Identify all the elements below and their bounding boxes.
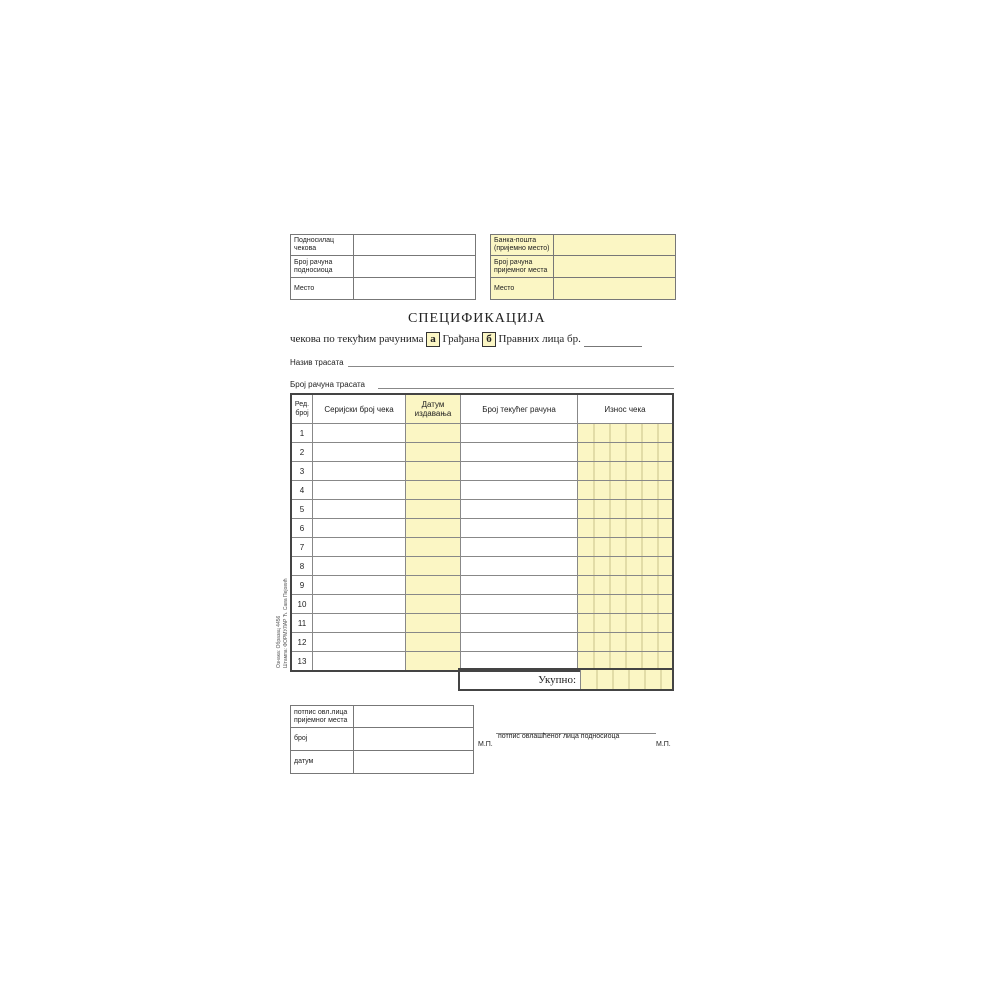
account-cell[interactable] bbox=[461, 500, 578, 519]
date-cell[interactable] bbox=[406, 557, 461, 576]
account-cell[interactable] bbox=[461, 519, 578, 538]
header-serial: Серијски број чека bbox=[313, 394, 406, 424]
serial-cell[interactable] bbox=[313, 519, 406, 538]
option-a-checkbox[interactable]: а bbox=[426, 332, 440, 347]
row-number: 9 bbox=[291, 576, 313, 595]
date-cell[interactable] bbox=[406, 652, 461, 672]
header-amount: Износ чека bbox=[578, 394, 674, 424]
option-b-checkbox[interactable]: б bbox=[482, 332, 496, 347]
account-cell[interactable] bbox=[461, 538, 578, 557]
row-number: 13 bbox=[291, 652, 313, 672]
receipt-date-field[interactable] bbox=[354, 751, 474, 774]
date-cell[interactable] bbox=[406, 443, 461, 462]
amount-cell[interactable] bbox=[578, 481, 674, 500]
row-number: 12 bbox=[291, 633, 313, 652]
header-row-no: Ред. број bbox=[291, 394, 313, 424]
total-amount-cell[interactable] bbox=[581, 669, 674, 690]
account-cell[interactable] bbox=[461, 481, 578, 500]
signature-caption: потпис овлашћеног лица подносиоца bbox=[498, 733, 620, 740]
date-cell[interactable] bbox=[406, 424, 461, 443]
table-row bbox=[291, 519, 673, 538]
amount-cell[interactable] bbox=[578, 519, 674, 538]
account-cell[interactable] bbox=[461, 595, 578, 614]
table-row bbox=[291, 614, 673, 633]
row-number: 10 bbox=[291, 595, 313, 614]
table-row bbox=[291, 424, 673, 443]
serial-cell[interactable] bbox=[313, 614, 406, 633]
receipt-box bbox=[290, 705, 474, 774]
table-row bbox=[291, 500, 673, 519]
bank-account-label: Број рачуна пријемног места bbox=[491, 256, 554, 278]
date-cell[interactable] bbox=[406, 595, 461, 614]
payee-account-label: Број рачуна трасата bbox=[290, 380, 365, 389]
header-date: Датум издавања bbox=[406, 394, 461, 424]
serial-cell[interactable] bbox=[313, 576, 406, 595]
date-cell[interactable] bbox=[406, 462, 461, 481]
table-row bbox=[291, 538, 673, 557]
page-title: СПЕЦИФИКАЦИЈА bbox=[408, 311, 546, 326]
header-account: Број текућег рачуна bbox=[461, 394, 578, 424]
table-row bbox=[291, 557, 673, 576]
date-cell[interactable] bbox=[406, 576, 461, 595]
account-cell[interactable] bbox=[461, 424, 578, 443]
payee-name-label: Назив трасата bbox=[290, 358, 344, 367]
account-cell[interactable] bbox=[461, 557, 578, 576]
row-number: 6 bbox=[291, 519, 313, 538]
date-cell[interactable] bbox=[406, 538, 461, 557]
row-number: 2 bbox=[291, 443, 313, 462]
amount-cell[interactable] bbox=[578, 462, 674, 481]
stamp-right: М.П. bbox=[656, 741, 671, 748]
account-cell[interactable] bbox=[461, 633, 578, 652]
number-field[interactable] bbox=[584, 346, 642, 347]
stamp-left: М.П. bbox=[478, 741, 493, 748]
bank-place-field[interactable] bbox=[554, 278, 676, 300]
total-row bbox=[458, 668, 674, 691]
subtitle-text-2: Грађана bbox=[442, 333, 480, 345]
serial-cell[interactable] bbox=[313, 652, 406, 672]
receipt-date-label: датум bbox=[291, 751, 354, 774]
row-number: 5 bbox=[291, 500, 313, 519]
amount-cell[interactable] bbox=[578, 500, 674, 519]
row-number: 4 bbox=[291, 481, 313, 500]
account-cell[interactable] bbox=[461, 443, 578, 462]
receipt-signature-label: потпис овл.лица пријемног места bbox=[291, 706, 354, 728]
subtitle-line bbox=[290, 332, 642, 347]
table-row bbox=[291, 443, 673, 462]
total-label: Укупно: bbox=[459, 669, 581, 690]
payee-account-field[interactable] bbox=[378, 388, 674, 389]
side-note-1: Ознака: Образац 4456 bbox=[276, 615, 282, 668]
date-cell[interactable] bbox=[406, 614, 461, 633]
submitter-account-field[interactable] bbox=[354, 256, 476, 278]
side-note-2: Штампа: ФОРМУЛАР Ћ. Сава Пејовић bbox=[283, 578, 289, 668]
submitter-account-label: Број рачуна подносиоца bbox=[291, 256, 354, 278]
submitter-info-box bbox=[290, 234, 476, 300]
account-cell[interactable] bbox=[461, 614, 578, 633]
serial-cell[interactable] bbox=[313, 462, 406, 481]
serial-cell[interactable] bbox=[313, 500, 406, 519]
date-cell[interactable] bbox=[406, 519, 461, 538]
table-row bbox=[291, 633, 673, 652]
table-row bbox=[291, 576, 673, 595]
amount-cell[interactable] bbox=[578, 576, 674, 595]
account-cell[interactable] bbox=[461, 462, 578, 481]
amount-cell[interactable] bbox=[578, 424, 674, 443]
serial-cell[interactable] bbox=[313, 481, 406, 500]
bank-account-field[interactable] bbox=[554, 256, 676, 278]
amount-cell[interactable] bbox=[578, 557, 674, 576]
bank-field[interactable] bbox=[554, 235, 676, 256]
row-number: 1 bbox=[291, 424, 313, 443]
subtitle-text-3: Правних лица бр. bbox=[498, 333, 581, 345]
date-cell[interactable] bbox=[406, 633, 461, 652]
bank-place-label: Место bbox=[491, 278, 554, 300]
amount-cell[interactable] bbox=[578, 614, 674, 633]
amount-cell[interactable] bbox=[578, 633, 674, 652]
checks-table bbox=[290, 393, 674, 672]
payee-name-field[interactable] bbox=[348, 366, 674, 367]
row-number: 3 bbox=[291, 462, 313, 481]
table-row bbox=[291, 462, 673, 481]
receipt-number-label: број bbox=[291, 728, 354, 751]
row-number: 8 bbox=[291, 557, 313, 576]
submitter-place-label: Место bbox=[291, 278, 354, 300]
serial-cell[interactable] bbox=[313, 595, 406, 614]
amount-cell[interactable] bbox=[578, 443, 674, 462]
bank-label: Банка-пошта (пријемно место) bbox=[491, 235, 554, 256]
serial-cell[interactable] bbox=[313, 424, 406, 443]
date-cell[interactable] bbox=[406, 500, 461, 519]
serial-cell[interactable] bbox=[313, 443, 406, 462]
subtitle-text-1: чекова по текућим рачунима bbox=[290, 333, 424, 345]
serial-cell[interactable] bbox=[313, 538, 406, 557]
submitter-place-field[interactable] bbox=[354, 278, 476, 300]
table-row bbox=[291, 595, 673, 614]
row-number: 7 bbox=[291, 538, 313, 557]
amount-cell[interactable] bbox=[578, 538, 674, 557]
bank-info-box bbox=[490, 234, 676, 300]
submitter-field[interactable] bbox=[354, 235, 476, 256]
receipt-number-field[interactable] bbox=[354, 728, 474, 751]
submitter-label: Подносилац чекова bbox=[291, 235, 354, 256]
serial-cell[interactable] bbox=[313, 633, 406, 652]
row-number: 11 bbox=[291, 614, 313, 633]
serial-cell[interactable] bbox=[313, 557, 406, 576]
receipt-signature-field[interactable] bbox=[354, 706, 474, 728]
account-cell[interactable] bbox=[461, 576, 578, 595]
table-row bbox=[291, 481, 673, 500]
amount-cell[interactable] bbox=[578, 595, 674, 614]
date-cell[interactable] bbox=[406, 481, 461, 500]
